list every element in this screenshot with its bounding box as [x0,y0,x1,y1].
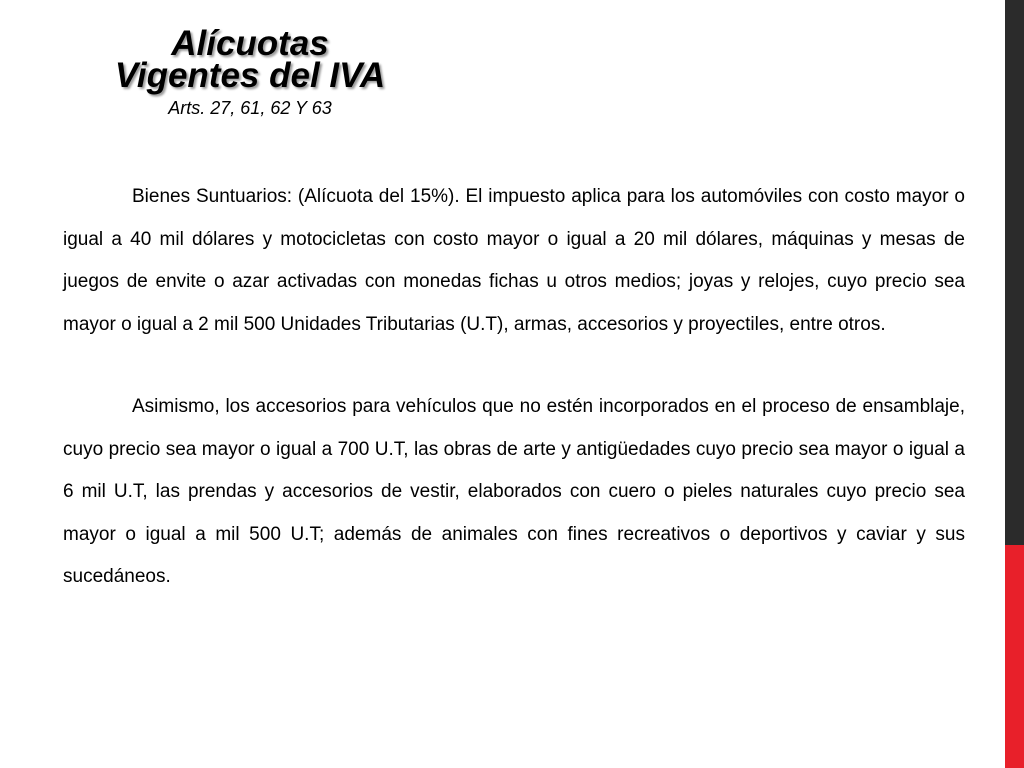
paragraph-bienes-suntuarios: Bienes Suntuarios: (Alícuota del 15%). El impuesto aplica para los automóviles con costo mayor o igual a 40 mil dólares y motocicletas con costo mayor o igual a 20 mil dólares, máquinas y mesas de juegos de envite o azar activadas con monedas fichas u otros medios; joyas y relojes, cuyo precio sea mayor o igual a 2 mil 500 Unidades Tributarias (U.T), armas, accesorios y proyectiles, entre otros. [63,186,965,335]
sidebar-gap [995,0,1005,768]
slide-body [63,176,965,599]
sidebar-red-stripe [1005,545,1024,768]
slide-subtitle: Arts. 27, 61, 62 Y 63 [168,98,332,118]
sidebar-dark-stripe [1005,0,1024,545]
paragraph-asimismo: Asimismo, los accesorios para vehículos que no estén incorporados en el proceso de ensamblaje, cuyo precio sea mayor o igual a 700 U.T, las obras de arte y antigüedades cuyo precio sea mayor o igual a 6 mil U.T, las prendas y accesorios de vestir, elaborados con cuero o pieles naturales cuyo precio sea mayor o igual a mil 500 U.T; además de animales con fines recreativos o deportivos y caviar y sus sucedáneos. [63,396,965,587]
slide-title-line-1: Alícuotas [171,24,329,63]
title-block [60,24,440,119]
slide-title-line-2: Vigentes del IVA [114,56,386,95]
